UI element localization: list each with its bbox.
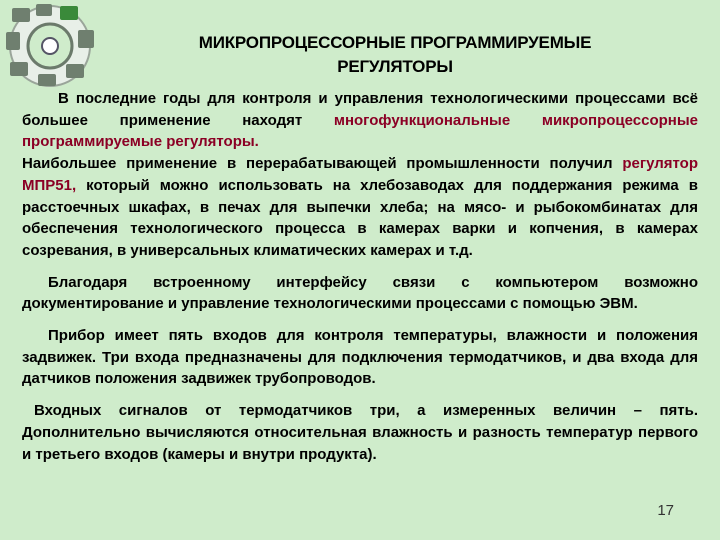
paragraph-1-text: В последние годы для контроля и управления технологическими процессами всё большее применение находят <box>22 90 698 129</box>
slide-title <box>100 31 690 79</box>
title-line-1: МИКРОПРОЦЕССОРНЫЕ ПРОГРАММИРУЕМЫЕ <box>198 33 592 52</box>
paragraph-2-highlight: регулятор МПР51, <box>22 155 698 194</box>
paragraph-2-text-b: который можно использовать на хлебозаводах для поддержания режима в расстоечных шкафах, в печах для выпечки хлеба; на мясо- и рыбокомбинатах для обеспечения технологического процесса в камерах варки и копчения, в камерах созревания, в универсальных климатических камерах и т.д. <box>22 176 698 259</box>
paragraph-5: Входных сигналов от термодатчиков три, а измеренных величин – пять. Дополнительно вычисляются относительная влажность и разность температур первого и третьего входов (камеры и внутри продукта). <box>22 402 698 463</box>
paragraph-1 <box>22 88 698 153</box>
title-line-2: РЕГУЛЯТОРЫ <box>337 57 453 76</box>
page-number: 17 <box>657 502 674 519</box>
paragraph-4: Прибор имеет пять входов для контроля температуры, влажности и положения задвижек. Три входа предназначены для подключения термодатчиков, и два входа для датчиков положения задвижек трубопроводов. <box>22 327 698 388</box>
paragraph-3: Благодаря встроенному интерфейсу связи с компьютером возможно документирование и управление технологическими процессами с помощью ЭВМ. <box>22 273 698 313</box>
paragraph-1-highlight: многофункциональные микропроцессорные программируемые регуляторы. <box>22 111 698 151</box>
gear-ring-logo-icon <box>2 2 98 90</box>
paragraph-2 <box>22 153 698 262</box>
paragraph-2-text-a: Наибольшее применение в перерабатывающей промышленности получил <box>22 155 623 173</box>
slide-body <box>22 88 698 465</box>
